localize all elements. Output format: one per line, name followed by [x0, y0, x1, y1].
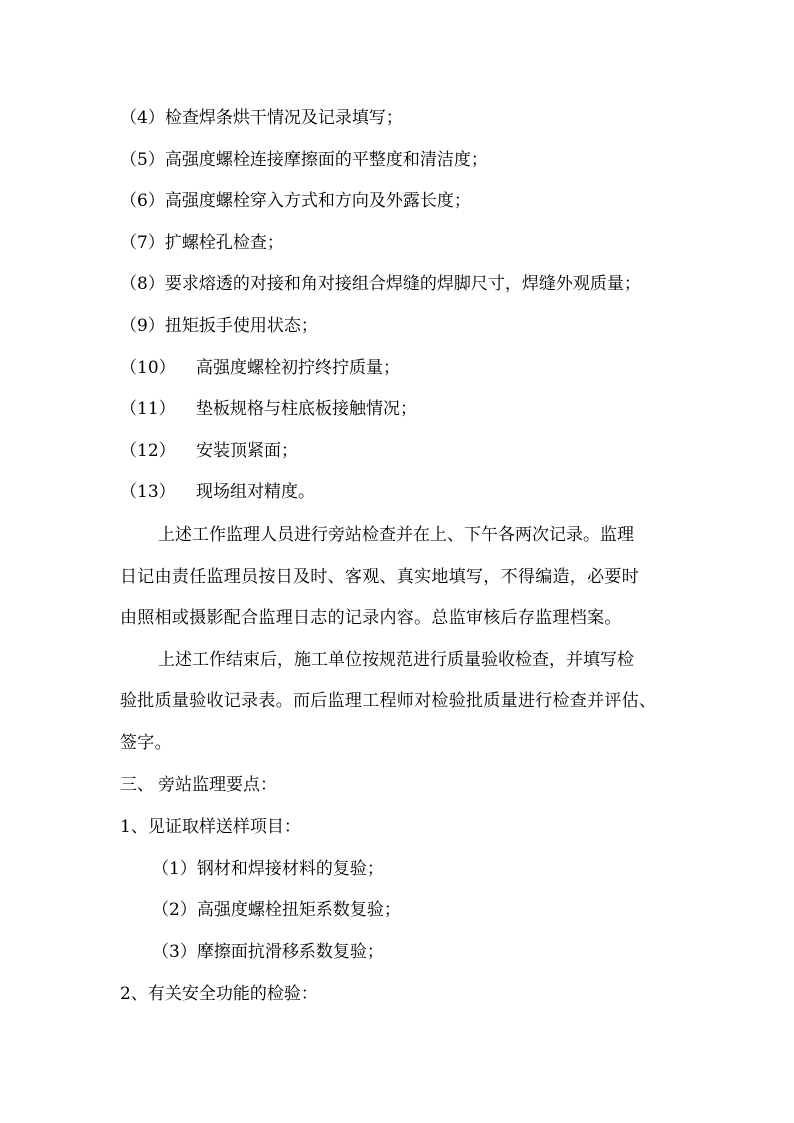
list-item: [152, 940, 384, 964]
item-number: （3）: [152, 942, 197, 962]
paragraph-line: 日记由责任监理员按日及时、客观、真实地填写，不得编造，必要时: [120, 567, 639, 587]
list-item: [152, 857, 384, 881]
paragraph-line: 上述工作监理人员进行旁站检查并在上、下午各两次记录。监理: [158, 525, 634, 545]
paragraph-line: 由照相或摄影配合监理日志的记录内容。总监审核后存监理档案。: [120, 608, 622, 628]
item-number: （1）: [152, 859, 197, 879]
item-number: （12）: [120, 441, 176, 461]
list-item: [120, 106, 403, 130]
item-number: （10）: [120, 358, 176, 378]
item-text: 安装顶紧面；: [196, 441, 298, 461]
item-text: 垫板规格与柱底板接触情况；: [196, 399, 417, 419]
item-text: 现场组对精度。: [196, 482, 315, 502]
paragraph-line: 签字。: [120, 733, 172, 753]
item-number: （5）: [120, 150, 165, 170]
paragraph-line: 上述工作结束后，施工单位按规范进行质量验收检查，并填写检: [158, 650, 634, 670]
item-text: 扭矩扳手使用状态；: [164, 316, 318, 336]
list-item: [120, 231, 284, 255]
list-item: [120, 314, 318, 338]
item-number: （4）: [120, 108, 165, 128]
list-item: [152, 898, 401, 922]
subsection-heading: 1、见证取样送样项目：: [120, 817, 301, 837]
list-item: [120, 356, 400, 380]
section-number: 三、: [120, 775, 154, 795]
item-text: 要求熔透的对接和角对接组合焊缝的焊脚尺寸，焊缝外观质量；: [164, 274, 641, 294]
item-text: 钢材和焊接材料的复验；: [196, 859, 384, 879]
item-text: 摩擦面抗滑移系数复验；: [196, 942, 384, 962]
list-item: [120, 148, 488, 172]
list-item: [120, 397, 417, 421]
item-number: （13）: [120, 482, 176, 502]
list-item: [120, 189, 471, 213]
item-number: （11）: [120, 399, 176, 419]
section-heading: [120, 773, 277, 797]
item-text: 检查焊条烘干情况及记录填写；: [164, 108, 403, 128]
section-title: 旁站监理要点：: [158, 775, 277, 795]
list-item: [120, 272, 641, 296]
item-number: （6）: [120, 191, 165, 211]
paragraph-line: 验批质量验收记录表。而后监理工程师对检验批质量进行检查并评估、: [120, 691, 657, 711]
item-text: 高强度螺栓穿入方式和方向及外露长度；: [164, 191, 471, 211]
subsection-heading: 2、有关安全功能的检验：: [120, 984, 318, 1004]
item-text: 扩螺栓孔检查；: [164, 233, 284, 253]
item-number: （2）: [152, 900, 197, 920]
list-item: [120, 480, 315, 504]
item-number: （7）: [120, 233, 165, 253]
item-number: （9）: [120, 316, 165, 336]
item-number: （8）: [120, 274, 165, 294]
list-item: [120, 439, 298, 463]
item-text: 高强度螺栓初拧终拧质量；: [196, 358, 400, 378]
item-text: 高强度螺栓连接摩擦面的平整度和清洁度；: [164, 150, 488, 170]
item-text: 高强度螺栓扭矩系数复验；: [196, 900, 401, 920]
